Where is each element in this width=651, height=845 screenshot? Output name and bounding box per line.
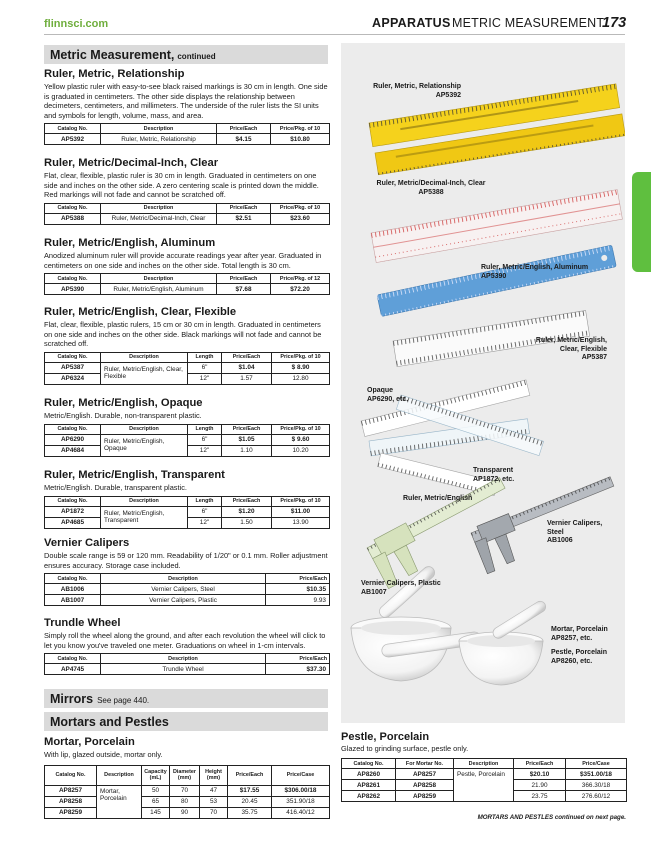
product-title: Ruler, Metric/Decimal-Inch, Clear (44, 157, 219, 169)
item-description: Vernier Calipers, Plastic (101, 595, 266, 606)
column-header: Description (101, 496, 188, 506)
capacity: 145 (142, 807, 170, 818)
product-vernier-calipers (44, 537, 329, 606)
catalog-number: AP6290 (45, 434, 101, 445)
diameter: 80 (170, 796, 200, 807)
column-header: Price/Pkg. of 10 (272, 496, 330, 506)
product-title: Ruler, Metric/English, Clear, Flexible (44, 306, 237, 318)
product-trundle-wheel (44, 617, 329, 675)
label-metric-english-ruler: Ruler, Metric/English (403, 495, 473, 502)
table-header-row (45, 203, 330, 213)
product-ruler-opaque (44, 397, 329, 457)
table-row (45, 373, 330, 384)
chapter-tab (632, 172, 651, 272)
product-description: Flat, clear, flexible, plastic rulers, 15 cm or 30 cm in length. Graduated in centimeters on one side and inches on the other side. Black markings will not fade and cannot be scratched off. (44, 320, 322, 349)
column-header: Catalog No. (45, 352, 101, 362)
diameter: 90 (170, 807, 200, 818)
price-pkg: $72.20 (271, 284, 330, 295)
section-bar-mirrors (44, 689, 328, 708)
table-header-row (342, 759, 627, 769)
column-header: Catalog No. (45, 574, 101, 584)
catalog-number: AP8259 (45, 807, 97, 818)
item-description: Mortar, Porcelain (97, 785, 142, 818)
table-row (45, 584, 330, 595)
table-header-row (45, 574, 330, 584)
price-pkg: 12.80 (272, 373, 330, 384)
price-each: $17.55 (228, 785, 272, 796)
price-pkg: $23.60 (271, 213, 330, 224)
product-photo-panel (341, 43, 625, 723)
product-title: Mortar, Porcelain (44, 736, 135, 748)
column-header: Price/Each (514, 759, 566, 769)
product-title: Ruler, Metric/English, Opaque (44, 397, 203, 409)
label-relationship-ruler: Ruler, Metric, Relationship AP5392 (373, 83, 461, 99)
column-header: Price/Case (566, 759, 627, 769)
column-header: Description (101, 124, 217, 134)
column-header: Catalog No. (45, 124, 101, 134)
catalog-number: AP5387 (45, 362, 101, 373)
table-header-row (45, 654, 330, 664)
label-decimal-inch-ruler: Ruler, Metric/Decimal-Inch, Clear AP5388 (376, 180, 486, 196)
price-each: 1.57 (222, 373, 272, 384)
section-bar-metric-measurement (44, 45, 328, 64)
item-description: Ruler, Metric/English, Transparent (101, 506, 188, 528)
column-header: Length (188, 424, 222, 434)
column-header: Height (mm) (200, 765, 228, 785)
column-header: Description (101, 654, 266, 664)
price-table (44, 273, 330, 295)
label-transparent-ruler: Transparent AP1872, etc. (473, 467, 515, 483)
catalog-number: AP8262 (342, 791, 396, 802)
product-description: With lip, glazed outside, mortar only. (44, 750, 163, 759)
price-each: $1.04 (222, 362, 272, 373)
product-pestle-porcelain (341, 731, 626, 802)
price-each: 9.93 (266, 595, 330, 606)
price-pkg: $ 8.90 (272, 362, 330, 373)
price-each: $1.20 (222, 506, 272, 517)
price-case: $306.00/18 (272, 785, 330, 796)
table-row (45, 796, 330, 807)
price-case: 351.90/18 (272, 796, 330, 807)
price-table (44, 203, 330, 225)
label-opaque-ruler: Opaque AP6290, etc. (367, 387, 409, 403)
label-pestle: Pestle, Porcelain AP8260, etc. (551, 649, 608, 665)
price-table (44, 653, 330, 675)
column-header: Price/Each (217, 203, 271, 213)
item-description: Trundle Wheel (101, 664, 266, 675)
price-case: 366.30/18 (566, 780, 627, 791)
label-mortar: Mortar, Porcelain AP8257, etc. (551, 626, 608, 642)
price-pkg: $11.00 (272, 506, 330, 517)
table-row (45, 807, 330, 818)
table-header-row (45, 424, 330, 434)
table-header-row (45, 352, 330, 362)
table-row (45, 517, 330, 528)
product-ruler-relationship (44, 68, 329, 145)
length: 12" (188, 373, 222, 384)
continued-note: MORTARS AND PESTLES continued on next page. (477, 814, 626, 821)
column-header: Description (101, 274, 217, 284)
column-header: Catalog No. (45, 274, 101, 284)
for-mortar-number: AP8259 (396, 791, 454, 802)
length: 12" (188, 517, 222, 528)
label-steel-caliper: Vernier Calipers, Steel AB1006 (547, 520, 603, 545)
product-illustrations (341, 43, 625, 723)
table-row (45, 445, 330, 456)
column-header: Catalog No. (45, 765, 97, 785)
product-title: Ruler, Metric/English, Aluminum (44, 237, 216, 249)
section-title: Metric Measurement, (50, 48, 175, 62)
table-row (45, 785, 330, 796)
catalog-number: AP4745 (45, 664, 101, 675)
price-table (44, 496, 330, 529)
column-header: Length (188, 352, 222, 362)
catalog-number: AP4685 (45, 517, 101, 528)
price-each: 20.45 (228, 796, 272, 807)
price-table (44, 573, 330, 606)
product-description: Metric/English. Durable, transparent plastic. (44, 483, 187, 492)
product-mortar-porcelain (44, 736, 329, 819)
label-aluminum-ruler: Ruler, Metric/English, Aluminum AP5390 (481, 264, 589, 280)
length: 6" (188, 506, 222, 517)
table-header-row (45, 274, 330, 284)
column-header: Price/Each (217, 124, 271, 134)
price-pkg: 10.20 (272, 445, 330, 456)
product-title: Ruler, Metric, Relationship (44, 68, 185, 80)
price-case: 276.60/12 (566, 791, 627, 802)
price-pkg: 13.90 (272, 517, 330, 528)
product-description: Anodized aluminum ruler will provide accurate readings year after year. Graduated in centimeters on one side and inches on the other side. Total length is 30 cm. (44, 251, 322, 270)
product-ruler-decimal-inch (44, 157, 329, 225)
product-title: Vernier Calipers (44, 537, 130, 549)
table-header-row (45, 124, 330, 134)
section-title: Mirrors (50, 692, 94, 706)
page-reference[interactable]: See page 440. (97, 696, 150, 705)
for-mortar-number: AP8258 (396, 780, 454, 791)
catalog-number: AB1006 (45, 584, 101, 595)
item-description: Ruler, Metric/English, Clear, Flexible (101, 362, 188, 384)
product-description: Flat, clear, flexible, plastic ruler is 30 cm in length. Graduated in centimeters on one side and inches on the other side. A zero centering scale is printed down the middle. Red markings will not fade and cannot be scratched off. (44, 171, 319, 200)
product-title: Trundle Wheel (44, 617, 121, 629)
capacity: 50 (142, 785, 170, 796)
price-each: 21.90 (514, 780, 566, 791)
header-divider (44, 34, 625, 35)
column-header: Price/Each (217, 274, 271, 284)
header-subsection: METRIC MEASUREMENT (452, 16, 605, 30)
page-number: 173 (602, 15, 627, 31)
table-row (342, 769, 627, 780)
product-description: Glazed to grinding surface, pestle only. (341, 744, 469, 753)
section-title: Mortars and Pestles (50, 715, 169, 729)
section-bar-mortars-pestles (44, 712, 328, 731)
column-header: Price/Pkg. of 10 (272, 352, 330, 362)
price-each: $7.68 (217, 284, 271, 295)
table-row (45, 595, 330, 606)
column-header: Price/Each (266, 654, 330, 664)
column-header: Description (97, 765, 142, 785)
table-row (45, 284, 330, 295)
price-each: 23.75 (514, 791, 566, 802)
item-description: Ruler, Metric/Decimal-Inch, Clear (101, 213, 217, 224)
table-row (45, 213, 330, 224)
diameter: 70 (170, 785, 200, 796)
product-ruler-clear-flexible (44, 306, 329, 385)
column-header: Price/Each (222, 424, 272, 434)
section-subtitle: continued (177, 52, 216, 61)
length: 12" (188, 445, 222, 456)
price-each: 1.10 (222, 445, 272, 456)
price-case: 416.40/12 (272, 807, 330, 818)
price-each: 1.50 (222, 517, 272, 528)
catalog-number: AP8257 (45, 785, 97, 796)
price-table (44, 352, 330, 385)
catalog-number: AB1007 (45, 595, 101, 606)
column-header: Price/Pkg. of 10 (271, 203, 330, 213)
column-header: Description (101, 352, 188, 362)
catalog-number: AP8260 (342, 769, 396, 780)
column-header: Catalog No. (45, 654, 101, 664)
price-each: 35.75 (228, 807, 272, 818)
column-header: Price/Pkg. of 12 (271, 274, 330, 284)
column-header: Price/Each (266, 574, 330, 584)
table-header-row (45, 765, 330, 785)
price-each: $20.10 (514, 769, 566, 780)
table-header-row (45, 496, 330, 506)
price-each: $10.35 (266, 584, 330, 595)
price-table (341, 758, 627, 802)
table-row (45, 362, 330, 373)
label-plastic-caliper: Vernier Calipers, Plastic AB1007 (361, 580, 441, 596)
catalog-number: AP4684 (45, 445, 101, 456)
price-each: $4.15 (217, 134, 271, 145)
catalog-number: AP5390 (45, 284, 101, 295)
product-ruler-aluminum (44, 237, 329, 295)
column-header: Diameter (mm) (170, 765, 200, 785)
length: 6" (188, 434, 222, 445)
price-pkg: $10.80 (271, 134, 330, 145)
column-header: Description (101, 424, 188, 434)
column-header: For Mortar No. (396, 759, 454, 769)
product-description: Simply roll the wheel along the ground, and after each revolution the wheel will click to let you know you've traveled one meter. Graduations on wheel in 1-cm intervals. (44, 631, 326, 650)
catalog-number: AP1872 (45, 506, 101, 517)
catalog-number: AP5388 (45, 213, 101, 224)
column-header: Catalog No. (342, 759, 396, 769)
price-case: $351.00/18 (566, 769, 627, 780)
label-clear-flexible-ruler: Ruler, Metric/English, Clear, Flexible AP5387 (535, 337, 607, 362)
catalog-number: AP8261 (342, 780, 396, 791)
column-header: Capacity (mL) (142, 765, 170, 785)
catalog-number: AP5392 (45, 134, 101, 145)
for-mortar-number: AP8257 (396, 769, 454, 780)
column-header: Price/Pkg. of 10 (271, 124, 330, 134)
column-header: Catalog No. (45, 424, 101, 434)
product-title: Ruler, Metric/English, Transparent (44, 469, 225, 481)
catalog-number: AP8258 (45, 796, 97, 807)
catalog-number: AP6324 (45, 373, 101, 384)
product-title: Pestle, Porcelain (341, 731, 430, 743)
item-description: Ruler, Metric, Relationship (101, 134, 217, 145)
column-header: Length (188, 496, 222, 506)
column-header: Catalog No. (45, 496, 101, 506)
column-header: Price/Case (272, 765, 330, 785)
height: 53 (200, 796, 228, 807)
item-description: Pestle, Porcelain (454, 769, 514, 802)
column-header: Catalog No. (45, 203, 101, 213)
table-row (45, 664, 330, 675)
item-description: Vernier Calipers, Steel (101, 584, 266, 595)
price-table (44, 123, 330, 145)
price-table (44, 424, 330, 457)
column-header: Description (101, 574, 266, 584)
product-description: Double scale range is 59 or 120 mm. Readability of 1/20" or 0.1 mm. Roller adjustment ensures accuracy. Storage case included. (44, 551, 328, 570)
product-description: Metric/English. Durable, non-transparent plastic. (44, 411, 202, 420)
price-each: $1.05 (222, 434, 272, 445)
site-url[interactable]: flinnsci.com (44, 18, 109, 30)
capacity: 65 (142, 796, 170, 807)
price-table (44, 765, 330, 819)
column-header: Price/Pkg. of 10 (272, 424, 330, 434)
table-row (45, 134, 330, 145)
price-each: $2.51 (217, 213, 271, 224)
item-description: Ruler, Metric/English, Opaque (101, 434, 188, 456)
table-row (45, 434, 330, 445)
item-description: Ruler, Metric/English, Aluminum (101, 284, 217, 295)
column-header: Price/Each (222, 496, 272, 506)
header-section: APPARATUS (372, 16, 451, 30)
height: 47 (200, 785, 228, 796)
product-ruler-transparent (44, 469, 329, 529)
column-header: Description (454, 759, 514, 769)
column-header: Price/Each (228, 765, 272, 785)
product-description: Yellow plastic ruler with easy-to-see black raised markings is 30 cm in length. One side is graduated in centimeters. The other side displays the relationship between decimeters, centimeters, and millimeters. The underside of the ruler lists the SI units and symbols for length, volume, mass, and area. (44, 82, 328, 120)
column-header: Description (101, 203, 217, 213)
table-row (45, 506, 330, 517)
column-header: Price/Each (222, 352, 272, 362)
height: 70 (200, 807, 228, 818)
length: 6" (188, 362, 222, 373)
price-pkg: $ 9.60 (272, 434, 330, 445)
price-each: $37.30 (266, 664, 330, 675)
